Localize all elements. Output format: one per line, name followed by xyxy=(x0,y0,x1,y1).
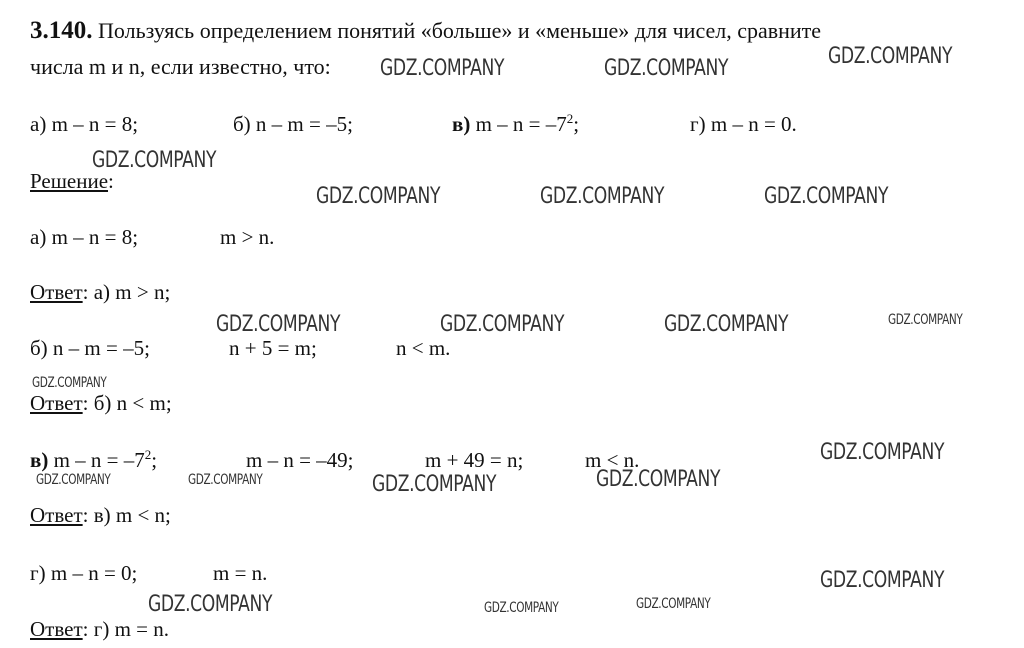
solution-v-exp: 2 xyxy=(144,447,152,462)
condition-v xyxy=(452,111,580,136)
solution-label: Решение xyxy=(30,169,109,193)
watermark: GDZ.COMPANY xyxy=(380,56,505,81)
condition-v-label: в) xyxy=(452,112,471,136)
watermark: GDZ.COMPANY xyxy=(188,472,263,488)
solution-v-equation xyxy=(30,447,158,472)
watermark: GDZ.COMPANY xyxy=(540,184,665,209)
solution-v-tail: ; xyxy=(151,448,158,472)
condition-v-expr: m – n = –7 xyxy=(475,112,567,136)
condition-a: а) m – n = 8; xyxy=(30,112,139,136)
watermark: GDZ.COMPANY xyxy=(636,596,711,612)
answer-b-text: : б) n < m; xyxy=(82,391,172,415)
solution-b-result: n < m. xyxy=(396,336,451,360)
answer-g-text: : г) m = n. xyxy=(82,617,170,641)
solution-heading xyxy=(30,171,114,192)
solution-colon: : xyxy=(108,169,114,193)
solution-v-step-1: m – n = –49; xyxy=(246,448,354,472)
watermark: GDZ.COMPANY xyxy=(148,592,273,617)
solution-v-result: m < n. xyxy=(585,448,640,472)
watermark: GDZ.COMPANY xyxy=(484,600,559,616)
answer-label: Ответ xyxy=(30,617,83,641)
problem-text-1: Пользуясь определением понятий «больше» и «меньше» для чисел, сравните xyxy=(98,18,822,43)
watermark: GDZ.COMPANY xyxy=(820,568,945,593)
solution-v-expr: m – n = –7 xyxy=(53,448,145,472)
answer-g xyxy=(30,619,169,640)
watermark: GDZ.COMPANY xyxy=(664,312,789,337)
watermark: GDZ.COMPANY xyxy=(820,440,945,465)
solution-a-result: m > n. xyxy=(220,225,275,249)
answer-a-text: : а) m > n; xyxy=(82,280,171,304)
watermark: GDZ.COMPANY xyxy=(764,184,889,209)
solution-g-result: m = n. xyxy=(213,561,268,585)
answer-label: Ответ xyxy=(30,280,83,304)
problem-number: 3.140. xyxy=(30,17,93,44)
answer-label: Ответ xyxy=(30,503,83,527)
condition-v-exp: 2 xyxy=(566,111,574,126)
solution-b-equation: б) n – m = –5; xyxy=(30,336,150,360)
condition-g: г) m – n = 0. xyxy=(690,112,797,136)
answer-b xyxy=(30,393,172,414)
watermark: GDZ.COMPANY xyxy=(32,375,107,391)
answer-v-text: : в) m < n; xyxy=(82,503,171,527)
solution-v-step-2: m + 49 = n; xyxy=(425,448,524,472)
watermark: GDZ.COMPANY xyxy=(36,472,111,488)
condition-b: б) n – m = –5; xyxy=(233,112,353,136)
watermark: GDZ.COMPANY xyxy=(216,312,341,337)
answer-a xyxy=(30,282,170,303)
watermark: GDZ.COMPANY xyxy=(372,472,497,497)
problem-line-1 xyxy=(30,18,821,43)
problem-line-2 xyxy=(30,56,331,78)
problem-text-2: числа m и n, если известно, что: xyxy=(30,54,331,79)
watermark: GDZ.COMPANY xyxy=(828,44,953,69)
answer-label: Ответ xyxy=(30,391,83,415)
condition-v-tail: ; xyxy=(573,112,580,136)
watermark: GDZ.COMPANY xyxy=(92,148,217,173)
answer-v xyxy=(30,505,171,526)
watermark: GDZ.COMPANY xyxy=(888,312,963,328)
solution-g-equation: г) m – n = 0; xyxy=(30,561,138,585)
watermark: GDZ.COMPANY xyxy=(316,184,441,209)
solution-b-step: n + 5 = m; xyxy=(229,336,317,360)
watermark: GDZ.COMPANY xyxy=(440,312,565,337)
watermark: GDZ.COMPANY xyxy=(604,56,729,81)
solution-v-label: в) xyxy=(30,448,49,472)
solution-a-equation: а) m – n = 8; xyxy=(30,225,139,249)
watermark: GDZ.COMPANY xyxy=(596,467,721,492)
